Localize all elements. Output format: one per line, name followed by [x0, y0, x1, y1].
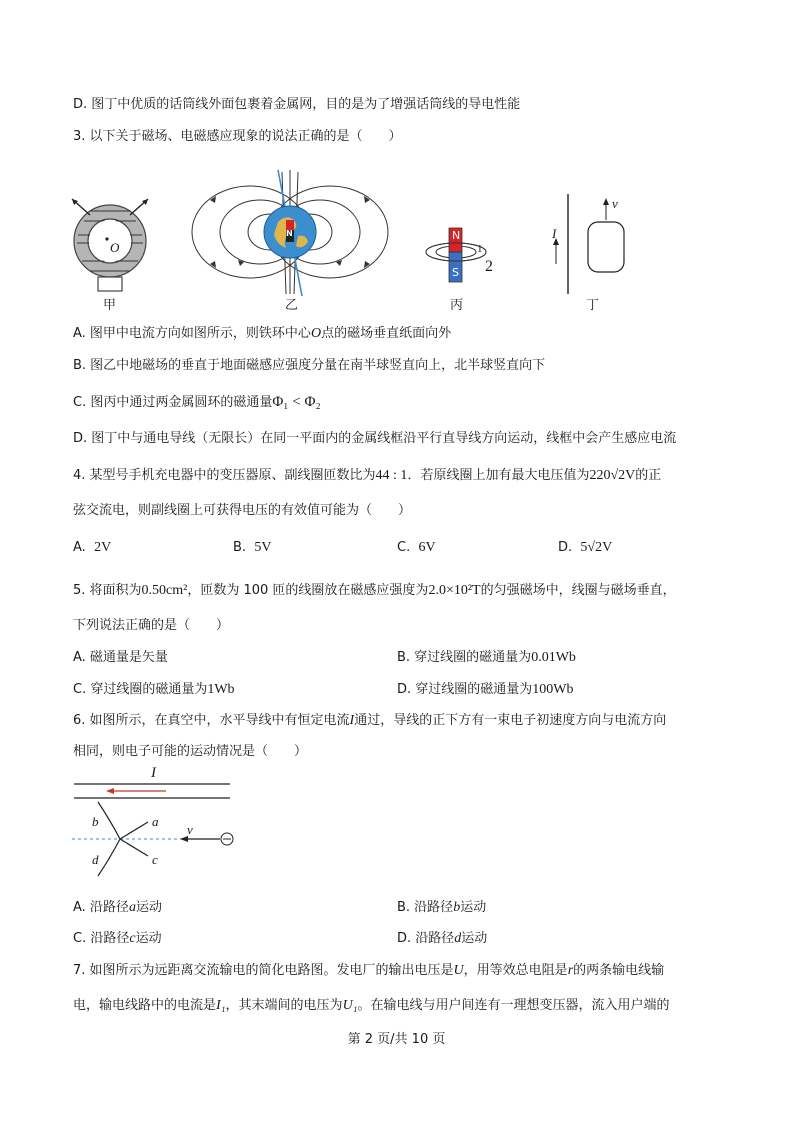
q6-option-a: A. 沿路径a运动 — [73, 900, 162, 915]
q5-stem-line1: 5. 将面积为0.50cm²，匝数为 100 匝的线圈放在磁感应强度为2.0×10²T的匀强磁场中，线圈与磁场垂直， — [73, 583, 676, 598]
q6-velocity-label: v — [187, 822, 193, 837]
ding-current-label: I — [552, 226, 557, 241]
bing-north-label: N — [452, 229, 461, 242]
q4-option-c: C. 6V — [397, 540, 436, 555]
q3-option-c: C. 图丙中通过两金属圆环的磁通量Φ₁ < Φ₂ — [73, 394, 321, 410]
q6-stem-line2: 相同，则电子可能的运动情况是（ ） — [73, 744, 308, 759]
bing-ring1-label: 1 — [477, 243, 483, 255]
q5-stem-line2: 下列说法正确的是（ ） — [73, 618, 230, 633]
bing-ring2-label: 2 — [485, 258, 493, 275]
q5-option-c: C. 穿过线圈的磁通量为1Wb — [73, 682, 235, 697]
q3-option-d: D. 图丁中与通电导线（无限长）在同一平面内的金属线框沿平行直导线方向运动，线框中会产生感应电流 — [73, 431, 677, 446]
ding-velocity-label: v — [612, 196, 618, 211]
q2-option-d: D. 图丁中优质的话筒线外面包裹着金属网，目的是为了增强话筒线的导电性能 — [73, 97, 521, 112]
q6-option-b: B. 沿路径b运动 — [397, 900, 487, 915]
q4-option-d: D. 5√2V — [558, 540, 613, 555]
q5-option-a: A. 磁通量是矢量 — [73, 650, 168, 665]
q5-option-b: B. 穿过线圈的磁通量为0.01Wb — [397, 650, 576, 665]
q4-option-b: B. 5V — [233, 540, 272, 555]
figure-yi-label: 乙 — [285, 298, 299, 313]
figure-bing-label: 丙 — [450, 298, 464, 313]
q6-path-b-label: b — [92, 814, 99, 829]
q7-stem-line1: 7. 如图所示为远距离交流输电的简化电路图。发电厂的输出电压是U，用等效总电阻是r的两条输电线输 — [73, 963, 665, 978]
bing-south-label: S — [452, 266, 459, 279]
jia-center-label: O — [110, 240, 120, 255]
yi-north-label: N — [286, 229, 293, 238]
figure-ding — [548, 192, 638, 297]
q3-option-a: A. 图甲中电流方向如图所示，则铁环中心O点的磁场垂直纸面向外 — [73, 326, 452, 341]
q6-option-c: C. 沿路径c运动 — [73, 931, 162, 946]
q4-stem-line2: 弦交流电，则副线圈上可获得电压的有效值可能为（ ） — [73, 503, 412, 518]
q6-option-d: D. 沿路径d运动 — [397, 931, 488, 946]
q6-path-c-label: c — [152, 852, 158, 867]
q6-path-d-label: d — [92, 852, 99, 867]
q6-path-a-label: a — [152, 814, 159, 829]
q6-current-label: I — [151, 765, 156, 781]
page-footer: 第 2 页/共 10 页 — [347, 1032, 446, 1047]
q4-stem-line1: 4. 某型号手机充电器中的变压器原、副线圈匝数比为44 : 1．若原线圈上加有最大电压值为220√2V的正 — [73, 468, 662, 483]
q3-stem: 3. 以下关于磁场、电磁感应现象的说法正确的是（ ） — [73, 129, 402, 144]
q3-option-b: B. 图乙中地磁场的垂直于地面磁感应强度分量在南半球竖直向上，北半球竖直向下 — [73, 358, 546, 373]
q6-stem-line1: 6. 如图所示，在真空中，水平导线中有恒定电流I通过，导线的正下方有一束电子初速度方向与电流方向 — [73, 713, 667, 728]
q5-option-d: D. 穿过线圈的磁通量为100Wb — [397, 682, 574, 697]
figure-ding-label: 丁 — [586, 298, 600, 313]
q4-option-a: A. 2V — [73, 540, 112, 555]
figure-jia-label: 甲 — [103, 298, 117, 313]
q7-stem-line2: 电，输电线路中的电流是I₁，其末端间的电压为U₁。在输电线与用户间连有一理想变压器，流入用户端的 — [73, 998, 670, 1013]
